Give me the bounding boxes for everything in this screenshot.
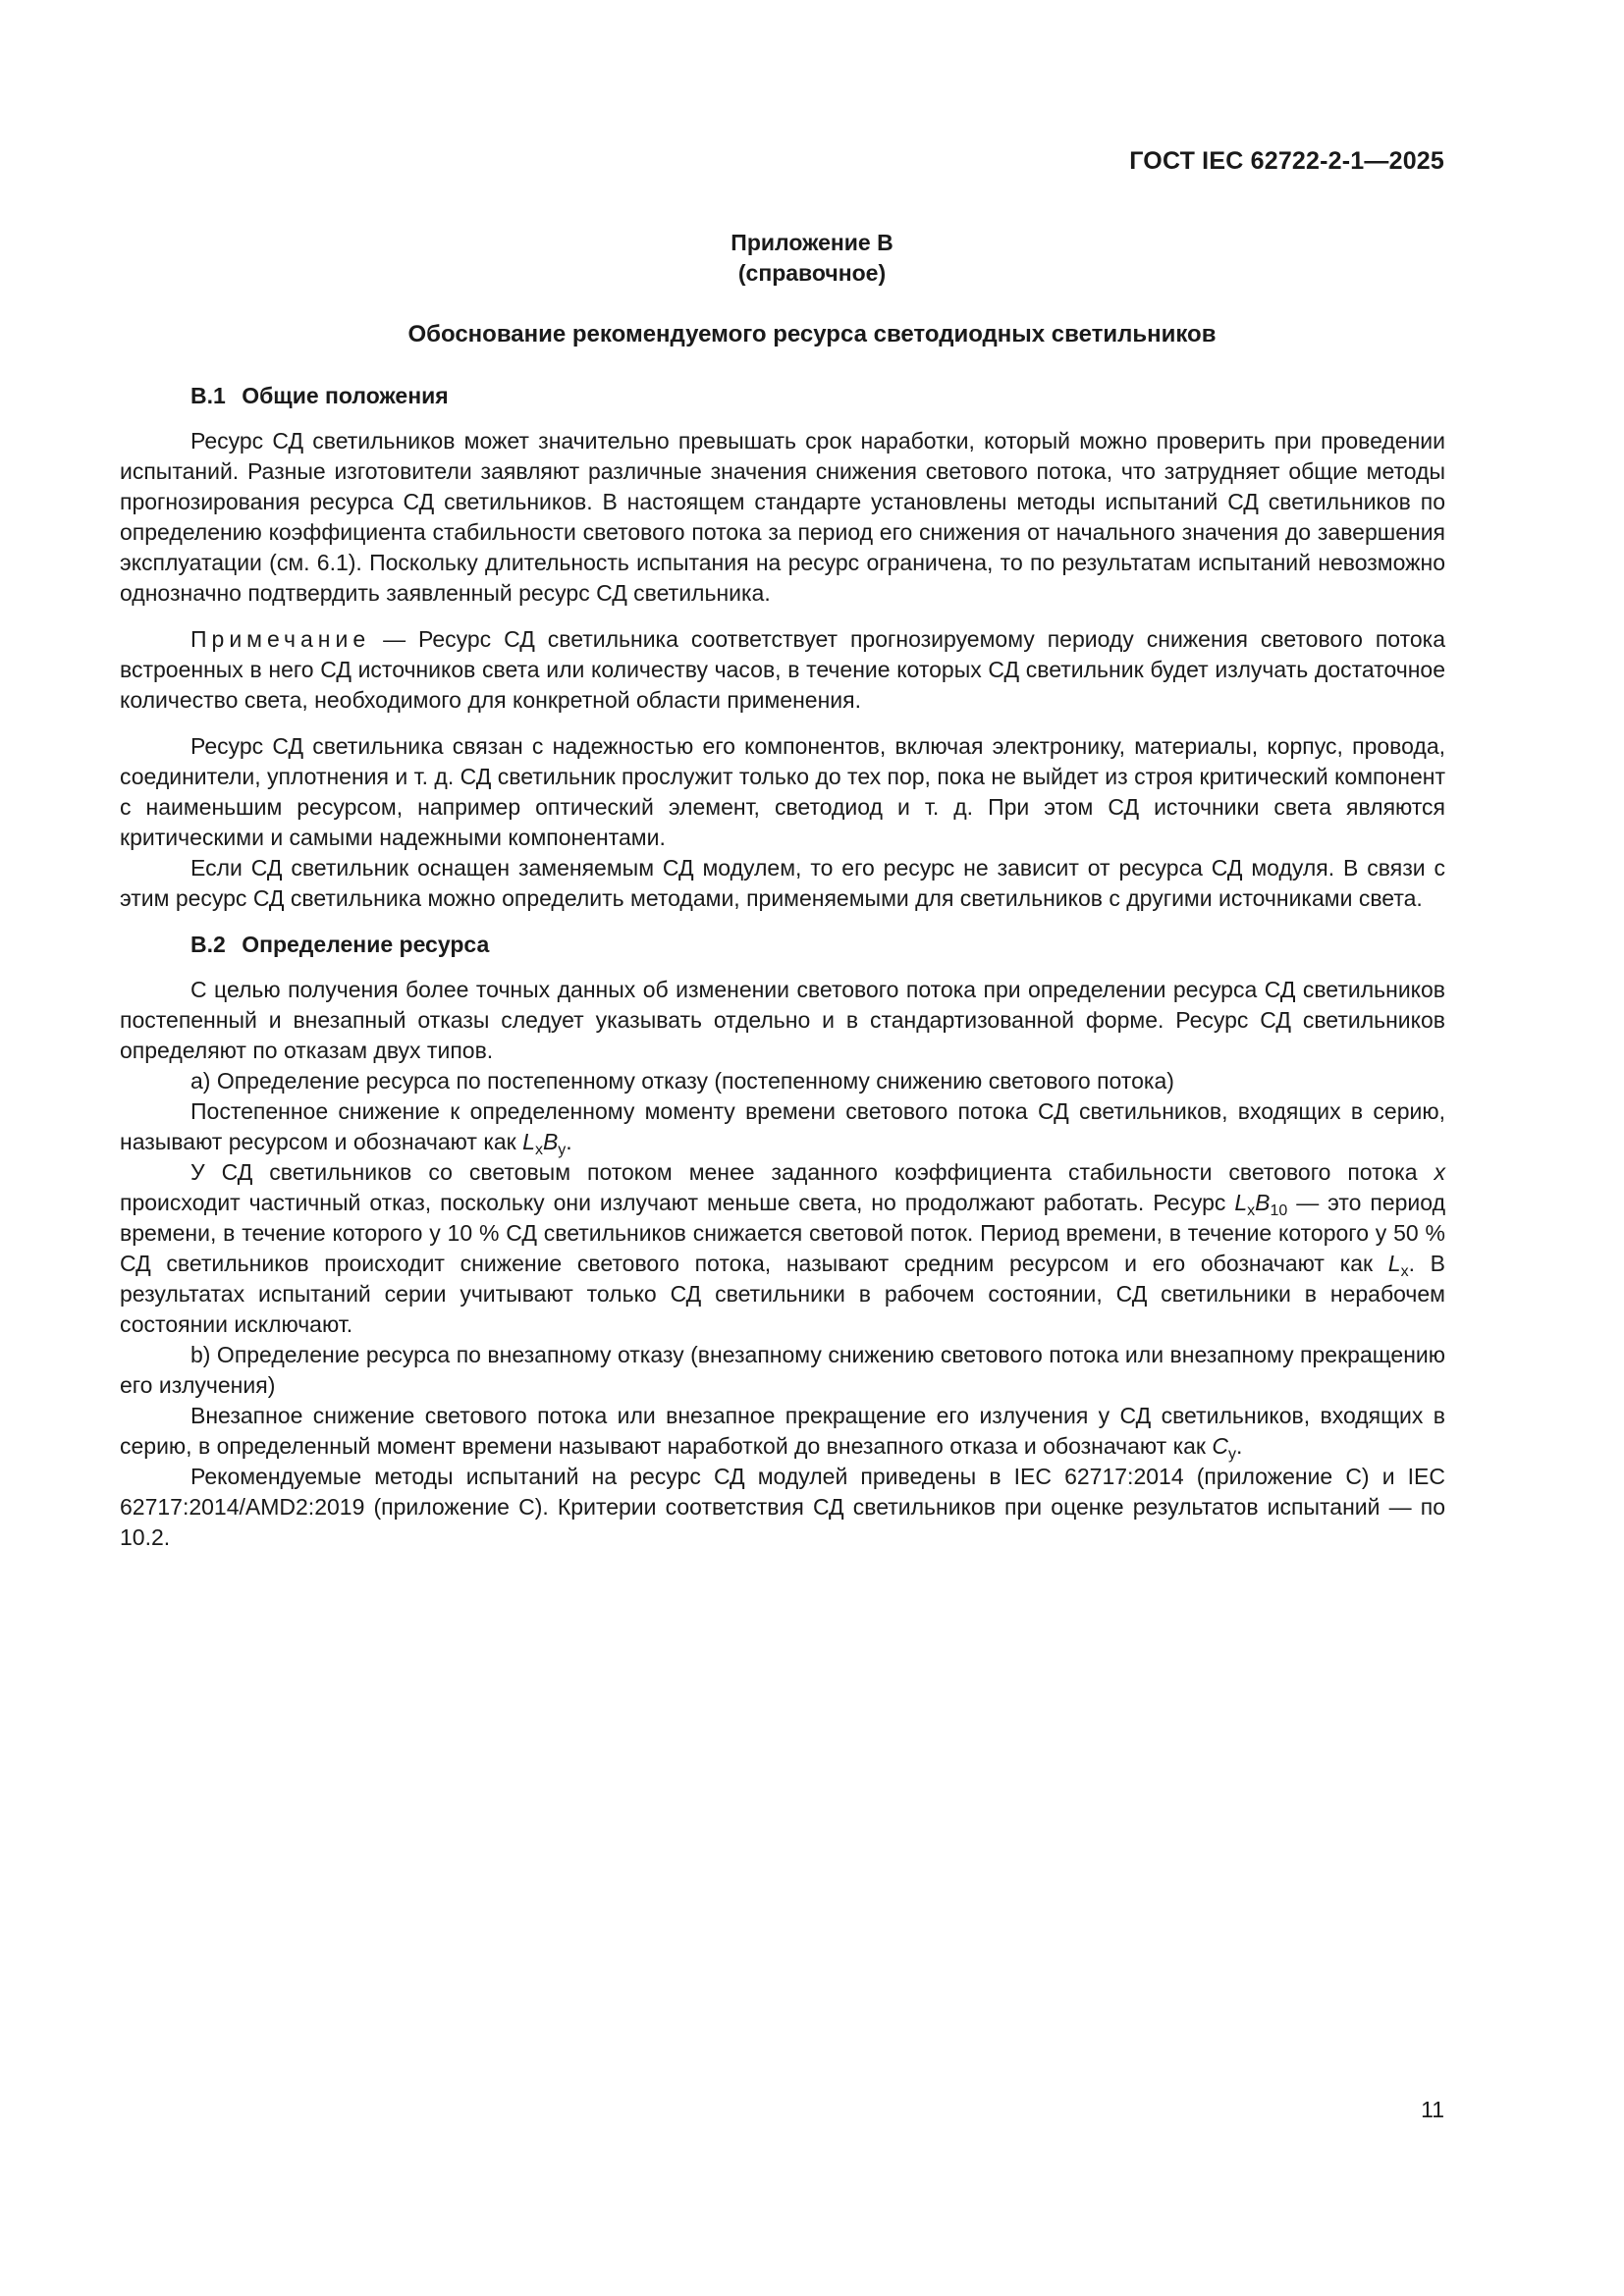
annex-heading	[0, 228, 1624, 289]
symbol-C: C	[1212, 1433, 1229, 1459]
symbol-sub-y: y	[558, 1142, 567, 1158]
paragraph: Ресурс СД светильника связан с надежностью его компонентов, включая электронику, материалы, корпус, провода, соединители, уплотнения и т. д. СД светильник прослужит только до тех пор, пока не выйдет из строя критический компонент с наименьшим ресурсом, например оптический элемент, светодиод и т. д. При этом СД источники света являются критическими и самыми надежными компонентами.	[120, 733, 1445, 850]
symbol-x: x	[1434, 1159, 1445, 1185]
paragraph: Постепенное снижение к определенному моменту времени светового потока СД светильников, входящих в серию, называют ресурсом и обозначают как $L_xB_y$.	[120, 1098, 1445, 1158]
section-b1-heading	[120, 381, 1445, 411]
section-b1-title: Общие положения	[242, 383, 449, 408]
paragraph: С целью получения более точных данных об изменении светового потока при определении ресурса СД светильников постепенный и внезапный отказы следует указывать отдельно и в стандартизованной форме. Ресурс СД светильников определяют по отказам двух типов.	[120, 977, 1445, 1063]
note-text: — Ресурс СД светильника соответствует прогнозируемому периоду снижения светового потока встроенных в него СД источников света или количеству часов, в течение которых СД светильник будет излучать достаточное количество света, необходимого для конкретной области применения.	[120, 626, 1445, 713]
symbol-sub-x: x	[1247, 1202, 1256, 1219]
section-b2-number: В.2	[190, 932, 226, 957]
section-b1-number: В.1	[190, 383, 226, 408]
symbol-sub-x: x	[534, 1142, 543, 1158]
note-label: Примечание	[190, 626, 371, 652]
symbol-sub-x: x	[1400, 1263, 1409, 1280]
paragraph: Внезапное снижение светового потока или внезапное прекращение его излучения у СД светильников, входящих в серию, в определенный момент времени называют наработкой до внезапного отказа и обозначают как $C_y$.	[120, 1403, 1445, 1463]
symbol-B: B	[1255, 1190, 1271, 1215]
symbol-L: L	[1387, 1251, 1401, 1276]
document-body	[120, 381, 1445, 1553]
annex-label: Приложение В	[731, 230, 893, 255]
symbol-B: B	[542, 1129, 559, 1154]
annex-status: (справочное)	[737, 260, 887, 286]
list-item-b: b) Определение ресурса по внезапному отказу (внезапному снижению светового потока или внезапному прекращению его излучения)	[120, 1342, 1445, 1398]
page-number: 11	[1421, 2097, 1444, 2122]
note-paragraph	[120, 624, 1445, 716]
annex-title: Обоснование рекомендуемого ресурса светодиодных светильников	[407, 321, 1217, 347]
paragraph: Рекомендуемые методы испытаний на ресурс СД модулей приведены в IEC 62717:2014 (приложение С) и IEC 62717:2014/AMD2:2019 (приложение С). Критерии соответствия СД светильников при оценке результатов испытаний — по 10.2.	[120, 1464, 1445, 1550]
symbol-sub-10: 10	[1270, 1202, 1288, 1219]
symbol-sub-y: y	[1228, 1446, 1237, 1463]
paragraph: Ресурс СД светильников может значительно превышать срок наработки, который можно проверить при проведении испытаний. Разные изготовители заявляют различные значения снижения светового потока, что затрудняет общие методы прогнозирования ресурса СД светильников. В настоящем стандарте установлены методы испытаний СД светильников по определению коэффициента стабильности светового потока за период его снижения от начального значения до завершения эксплуатации (см. 6.1). Поскольку длительность испытания на ресурс ограничена, то по результатам испытаний невозможно однозначно подтвердить заявленный ресурс СД светильника.	[120, 428, 1445, 606]
paragraph: У СД светильников со световым потоком менее заданного коэффициента стабильности светового потока x происходит частичный отказ, поскольку они излучают меньше света, но продолжают работать. Ресурс $L_xB_{10}$ — это период времени, в течение которого у 10 % СД светильников снижается световой поток. Период времени, в течение которого у 50 % СД светильников происходит снижение светового потока, называют средним ресурсом и его обозначают как $L_x$. В результатах испытаний серии учитывают только СД светильники в рабочем состоянии, СД светильники в нерабочем состоянии исключают.	[120, 1159, 1445, 1337]
list-item-a: а) Определение ресурса по постепенному отказу (постепенному снижению светового потока)	[190, 1068, 1174, 1094]
section-b2-heading	[120, 930, 1445, 960]
section-b2-title: Определение ресурса	[242, 932, 490, 957]
symbol-L: L	[1234, 1190, 1248, 1215]
symbol-L: L	[522, 1129, 535, 1154]
paragraph: Если СД светильник оснащен заменяемым СД модулем, то его ресурс не зависит от ресурса СД модуля. В связи с этим ресурс СД светильника можно определить методами, применяемыми для светильников с другими источниками света.	[120, 855, 1445, 911]
document-code: ГОСТ IEC 62722-2-1—2025	[1129, 147, 1444, 175]
